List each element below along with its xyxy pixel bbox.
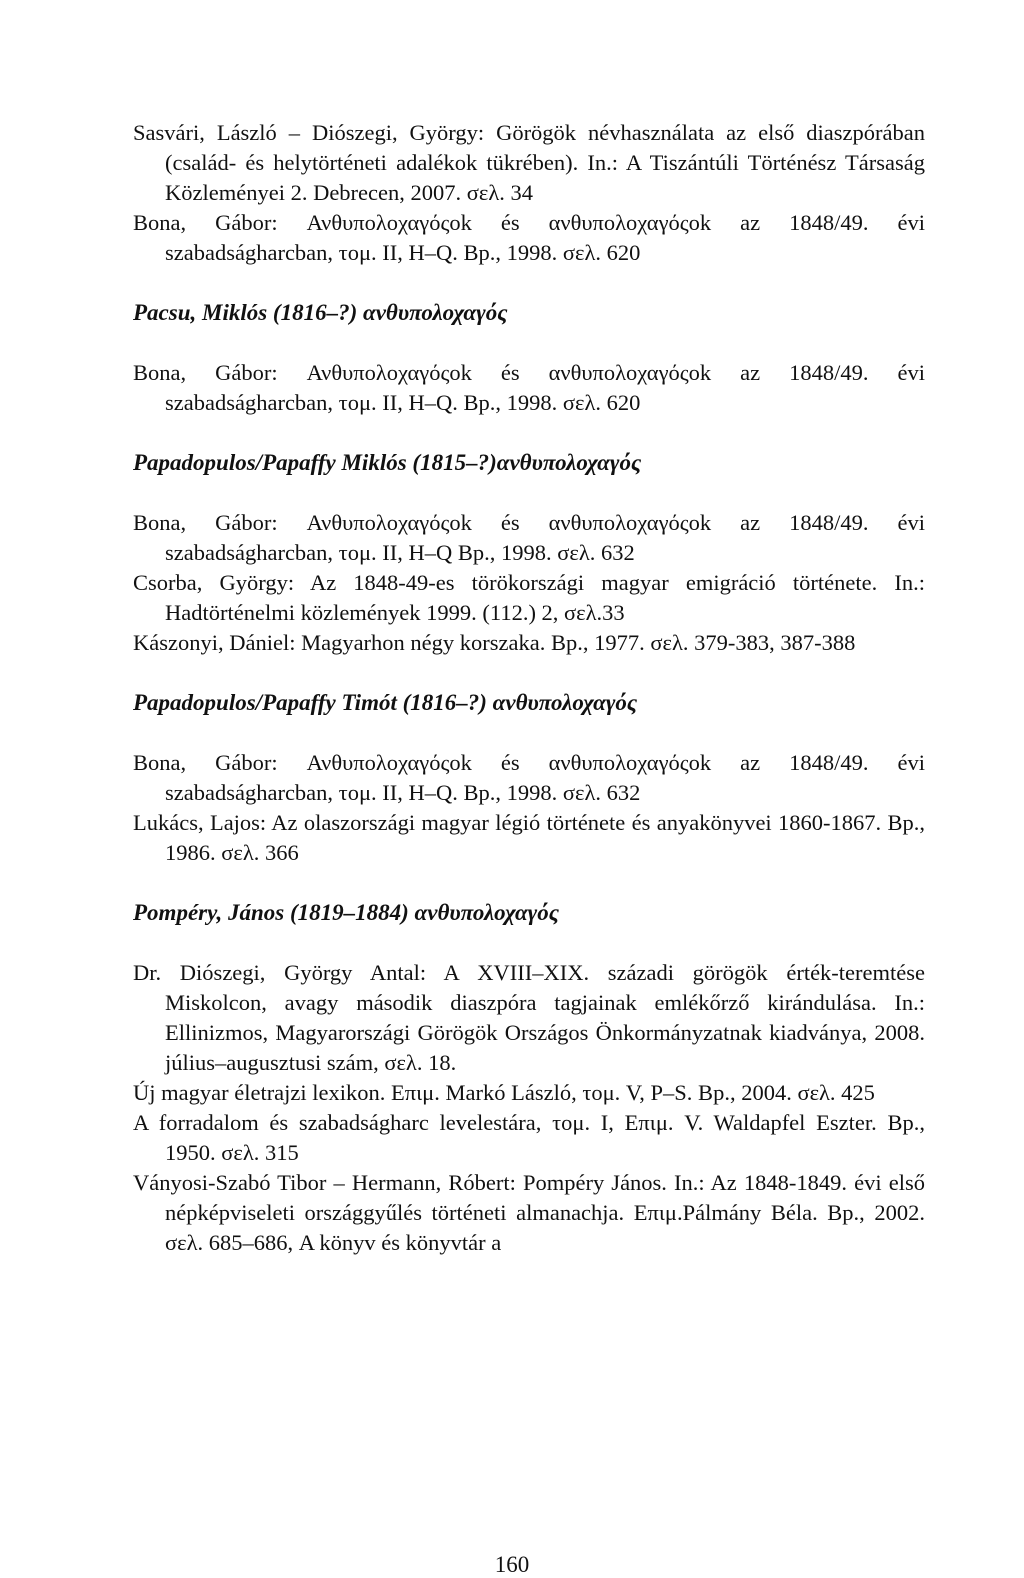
- reference-entry: Új magyar életrajzi lexikon. Επιμ. Markó László, τομ. V, P–S. Bp., 2004. σελ. 425: [133, 1080, 875, 1105]
- reference-entry: Csorba, György: Az 1848-49-es törökországi magyar emigráció története. In.: Hadtörténelmi közlemények 1999. (112.) 2, σελ.33: [133, 570, 925, 625]
- section-papadopulos-timot: [133, 688, 925, 868]
- person-heading: Pompéry, János (1819–1884) ανθυπολοχαγός: [133, 900, 559, 925]
- section-intro: [133, 118, 925, 268]
- reference-entry: Lukács, Lajos: Az olaszországi magyar légió története és anyakönyvei 1860-1867. Bp., 1986. σελ. 366: [133, 810, 925, 865]
- person-heading: Pacsu, Miklós (1816–?) ανθυπολοχαγός: [133, 300, 508, 325]
- reference-entry: Bona, Gábor: Ανθυπολοχαγόςok és ανθυπολοχαγόςok az 1848/49. évi szabadságharcban, τομ. II, H–Q Bp., 1998. σελ. 632: [133, 510, 925, 565]
- reference-entry: Bona, Gábor: Ανθυπολοχαγόςok és ανθυπολοχαγόςok az 1848/49. évi szabadságharcban, τομ. II, H–Q. Bp., 1998. σελ. 620: [133, 360, 925, 415]
- person-heading: Papadopulos/Papaffy Timót (1816–?) ανθυπολοχαγός: [133, 690, 638, 715]
- page-body: [133, 118, 925, 1258]
- reference-entry: A forradalom és szabadságharc levelestára, τομ. I, Επιμ. V. Waldapfel Eszter. Bp., 1950. σελ. 315: [133, 1110, 925, 1165]
- reference-entry: Bona, Gábor: Ανθυπολοχαγόςok és ανθυπολοχαγόςok az 1848/49. évi szabadságharcban, τομ. II, H–Q. Bp., 1998. σελ. 632: [133, 750, 925, 805]
- page-number: 160: [494, 1552, 530, 1577]
- section-papadopulos-miklos: [133, 448, 925, 658]
- section-pacsu: [133, 298, 925, 418]
- reference-entry: Ványosi-Szabó Tibor – Hermann, Róbert: Pompéry János. In.: Az 1848-1849. évi első népképviseleti országgyűlés történeti almanachja. Επιμ.Pálmány Béla. Bp., 2002. σελ. 685–686, A könyv és könyvtár a: [133, 1170, 925, 1255]
- reference-entry: Bona, Gábor: Ανθυπολοχαγόςok és ανθυπολοχαγόςok az 1848/49. évi szabadságharcban, τομ. II, H–Q. Bp., 1998. σελ. 620: [133, 210, 925, 265]
- reference-entry: Kászonyi, Dániel: Magyarhon négy korszaka. Bp., 1977. σελ. 379-383, 387-388: [133, 630, 856, 655]
- person-heading: Papadopulos/Papaffy Miklós (1815–?)ανθυπολοχαγός: [133, 450, 642, 475]
- reference-entry: Dr. Diószegi, György Antal: A XVIII–XIX. századi görögök érték-teremtése Miskolcon, avagy második diaszpóra tagjainak emlékőrző kirándulása. In.: Ellinizmos, Magyarországi Görögök Országos Önkormányzatnak kiadványa, 2008. július–augusztusi szám, σελ. 18.: [133, 960, 925, 1075]
- section-pompery: [133, 898, 925, 1258]
- reference-entry: Sasvári, László – Diószegi, György: Görögök névhasználata az első diaszpórában (család- és helytörténeti adalékok tükrében). In.: A Tiszántúli Történész Társaság Közleményei 2. Debrecen, 2007. σελ. 34: [133, 120, 925, 205]
